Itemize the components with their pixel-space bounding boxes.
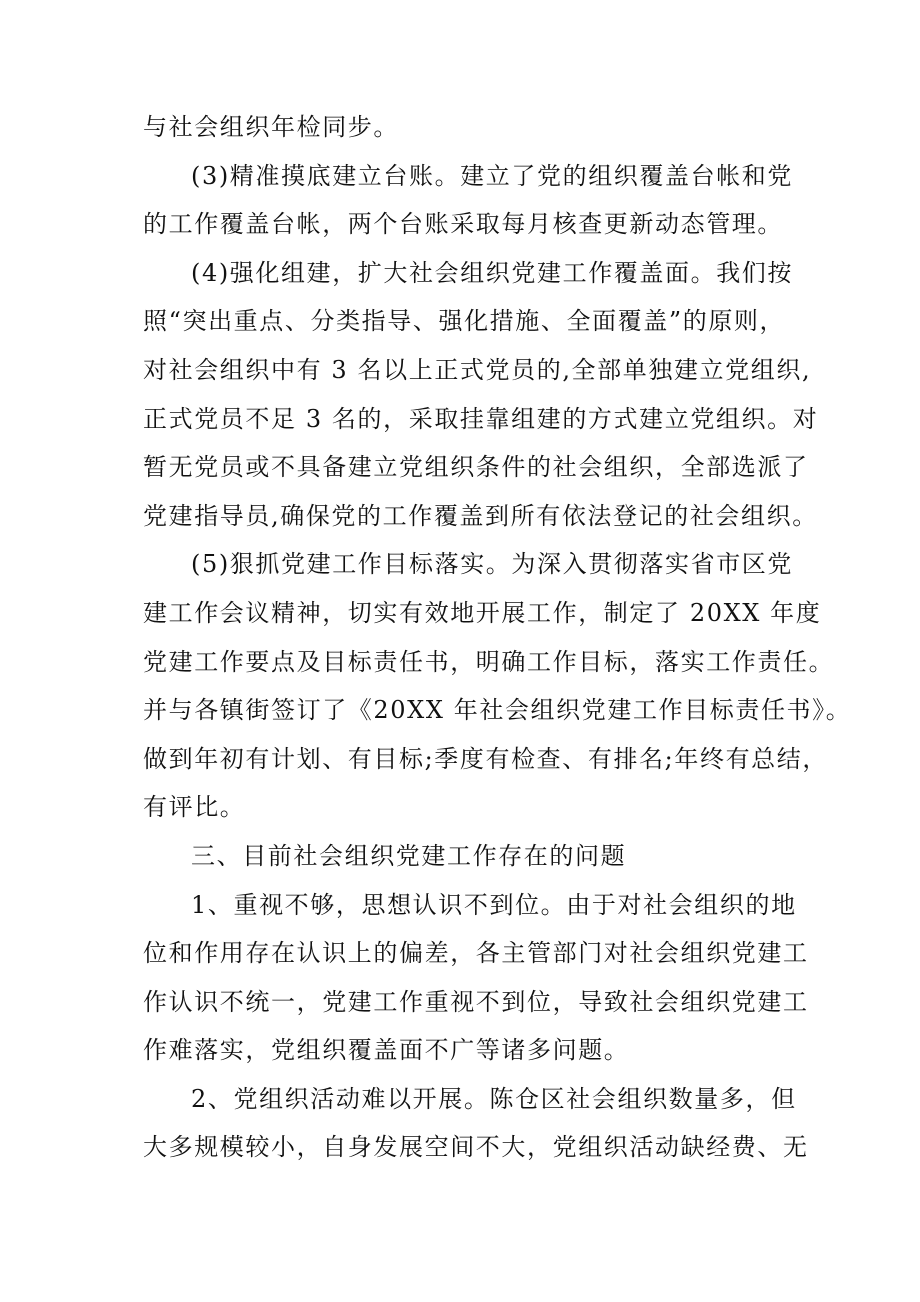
text-line: 暂无党员或不具备建立党组织条件的社会组织，全部选派了 <box>143 453 809 482</box>
text-line: 建工作会议精神，切实有效地开展工作，制定了 20XX 年度 <box>143 598 822 627</box>
section-heading: 三、目前社会组织党建工作存在的问题 <box>191 841 627 870</box>
text-line: (5)狠抓党建工作目标落实。为深入贯彻落实省市区党 <box>191 550 793 579</box>
text-line: 作难落实，党组织覆盖面不广等诸多问题。 <box>143 1036 630 1065</box>
text-line: 大多规模较小，自身发展空间不大，党组织活动缺经费、无 <box>143 1133 809 1162</box>
document-body <box>143 103 852 1172</box>
text-line: 正式党员不足 3 名的，采取挂靠组建的方式建立党组织。对 <box>143 404 819 433</box>
text-line: 照“突出重点、分类指导、强化措施、全面覆盖”的原则， <box>143 307 786 336</box>
text-line: 并与各镇街签订了《20XX 年社会组织党建工作目标责任书》。 <box>143 696 852 725</box>
text-line: 党建指导员,确保党的工作覆盖到所有依法登记的社会组织。 <box>143 501 818 530</box>
text-line: 1、重视不够，思想认识不到位。由于对社会组织的地 <box>191 890 797 919</box>
text-line: 党建工作要点及目标责任书，明确工作目标，落实工作责任。 <box>143 647 835 676</box>
text-line: 位和作用存在认识上的偏差，各主管部门对社会组织党建工 <box>143 939 809 968</box>
text-line: 做到年初有计划、有目标;季度有检查、有排名;年终有总结， <box>143 744 828 773</box>
text-line: 与社会组织年检同步。 <box>143 113 399 141</box>
text-line: 对社会组织中有 3 名以上正式党员的,全部单独建立党组织, <box>143 355 812 384</box>
text-line: 的工作覆盖台帐，两个台账采取每月核查更新动态管理。 <box>143 210 783 239</box>
text-line: 2、党组织活动难以开展。陈仓区社会组织数量多，但 <box>191 1084 797 1113</box>
text-line: (4)强化组建，扩大社会组织党建工作覆盖面。我们按 <box>191 258 793 287</box>
text-line: 有评比。 <box>143 793 246 822</box>
text-line: (3)精准摸底建立台账。建立了党的组织覆盖台帐和党 <box>191 161 793 190</box>
text-line: 作认识不统一，党建工作重视不到位，导致社会组织党建工 <box>143 987 809 1016</box>
